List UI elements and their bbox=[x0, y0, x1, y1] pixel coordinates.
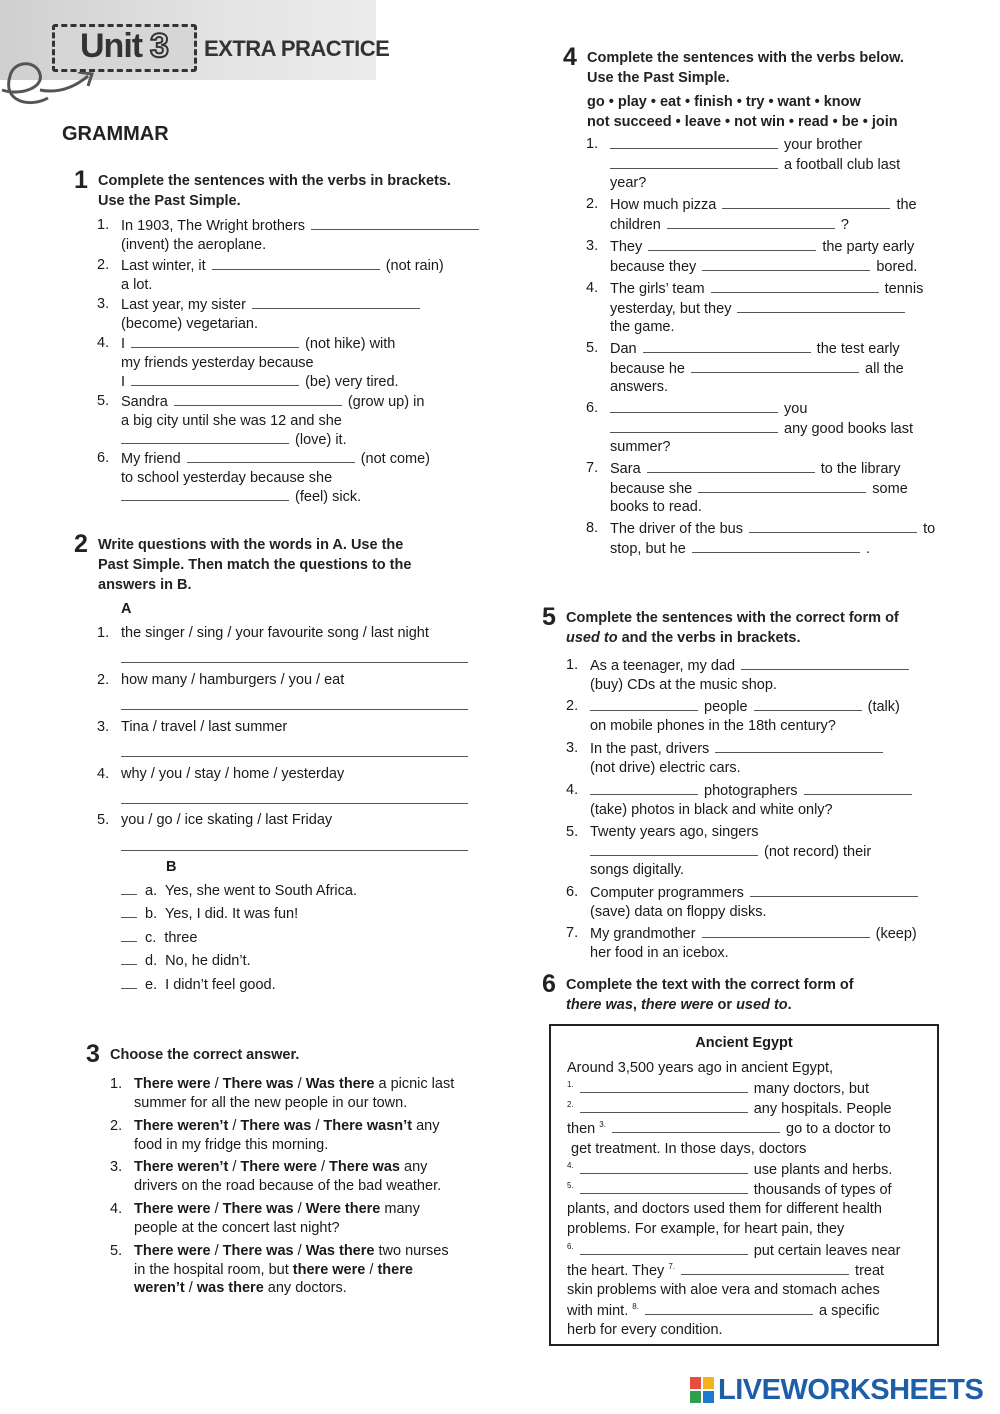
option[interactable]: There were bbox=[134, 1201, 211, 1217]
column-b-label: B bbox=[166, 859, 177, 875]
option[interactable]: There were bbox=[240, 1159, 317, 1175]
answer-blank[interactable] bbox=[681, 1261, 849, 1275]
option[interactable]: was there bbox=[196, 1280, 264, 1296]
answer-blank[interactable] bbox=[121, 430, 289, 444]
answer-blank[interactable] bbox=[580, 1099, 748, 1113]
text-line: then $^{3.}$ go to a doctor to bbox=[567, 1120, 891, 1137]
option[interactable]: There was bbox=[240, 1118, 312, 1134]
exercise-4-instruction: Complete the sentences with the verbs below. Use the Past Simple. bbox=[587, 50, 904, 86]
answer-blank[interactable] bbox=[580, 1160, 748, 1174]
option[interactable]: Was there bbox=[305, 1243, 375, 1259]
exercise-2-instruction: Write questions with the words in A. Use the Past Simple. Then match the questions to the answers in B. bbox=[98, 537, 412, 593]
option[interactable]: There were bbox=[134, 1076, 211, 1092]
match-blank[interactable] bbox=[121, 928, 137, 942]
answer-blank[interactable] bbox=[590, 842, 758, 856]
text-line: the heart. They $^{7.}$ treat bbox=[567, 1262, 885, 1279]
answer-blank[interactable] bbox=[804, 781, 912, 795]
answer-blank[interactable] bbox=[610, 135, 778, 149]
text-line: $^{6.}$ put certain leaves near bbox=[567, 1242, 901, 1259]
liveworksheets-logo-icon bbox=[690, 1377, 714, 1403]
exercise-1-number: 1 bbox=[74, 166, 88, 194]
option[interactable]: There was bbox=[329, 1159, 400, 1175]
answer-blank[interactable] bbox=[741, 656, 909, 670]
answer-blank[interactable] bbox=[698, 479, 866, 493]
option[interactable]: There was bbox=[222, 1201, 294, 1217]
option[interactable]: There were bbox=[134, 1243, 211, 1259]
exercise-4-number: 4 bbox=[563, 43, 577, 71]
answer-blank[interactable] bbox=[131, 372, 299, 386]
answer-blank[interactable] bbox=[580, 1241, 748, 1255]
option[interactable]: There weren’t bbox=[134, 1159, 229, 1175]
box-title: Ancient Egypt bbox=[695, 1035, 793, 1051]
answer-blank[interactable] bbox=[648, 237, 816, 251]
liveworksheets-logo-text: LIVEWORKSHEETS bbox=[718, 1374, 984, 1406]
option[interactable]: There wasn’t bbox=[323, 1118, 413, 1134]
match-blank[interactable] bbox=[121, 881, 137, 895]
text-line: get treatment. In those days, doctors bbox=[571, 1141, 807, 1157]
exercise-3-number: 3 bbox=[86, 1040, 100, 1068]
answer-blank[interactable] bbox=[754, 697, 862, 711]
answer-blank[interactable] bbox=[643, 339, 811, 353]
answer-line[interactable] bbox=[121, 850, 468, 851]
text-line: plants, and doctors used them for different health bbox=[567, 1201, 882, 1217]
exercise-6-instruction: Complete the text with the correct form of there was, there were or used to. bbox=[566, 977, 854, 1013]
option[interactable]: There was bbox=[222, 1076, 294, 1092]
option[interactable]: There weren’t bbox=[134, 1118, 229, 1134]
option[interactable]: weren’t bbox=[134, 1280, 185, 1296]
exercise-2-answer: b. Yes, I did. It was fun! bbox=[121, 904, 298, 924]
answer-blank[interactable] bbox=[252, 295, 420, 309]
answer-blank[interactable] bbox=[702, 924, 870, 938]
answer-blank[interactable] bbox=[612, 1119, 780, 1133]
answer-line[interactable] bbox=[121, 709, 468, 710]
exercise-6-number: 6 bbox=[542, 970, 556, 998]
answer-blank[interactable] bbox=[212, 256, 380, 270]
exercise-5-instruction: Complete the sentences with the correct form of used to and the verbs in brackets. bbox=[566, 610, 899, 646]
answer-blank[interactable] bbox=[711, 279, 879, 293]
option[interactable]: Was there bbox=[305, 1076, 375, 1092]
unit-word: Unit bbox=[80, 27, 143, 65]
match-blank[interactable] bbox=[121, 951, 137, 965]
answer-line[interactable] bbox=[121, 756, 468, 757]
answer-blank[interactable] bbox=[187, 449, 355, 463]
section-title: GRAMMAR bbox=[62, 123, 169, 145]
text-line: $^{1.}$ many doctors, but bbox=[567, 1080, 869, 1097]
answer-blank[interactable] bbox=[610, 155, 778, 169]
answer-blank[interactable] bbox=[722, 195, 890, 209]
exercise-2-answer: a. Yes, she went to South Africa. bbox=[121, 881, 357, 901]
answer-blank[interactable] bbox=[590, 781, 698, 795]
answer-line[interactable] bbox=[121, 803, 468, 804]
answer-blank[interactable] bbox=[749, 519, 917, 533]
verb-list: go • play • eat • finish • try • want • know not succeed • leave • not win • read • be • join bbox=[587, 94, 898, 130]
exercise-2-answer: d. No, he didn’t. bbox=[121, 951, 251, 971]
answer-blank[interactable] bbox=[715, 739, 883, 753]
answer-blank[interactable] bbox=[311, 216, 479, 230]
option[interactable]: There was bbox=[222, 1243, 294, 1259]
answer-blank[interactable] bbox=[737, 299, 905, 313]
text-line: $^{5.}$ thousands of types of bbox=[567, 1181, 892, 1198]
option[interactable]: Were there bbox=[305, 1201, 381, 1217]
extra-practice-title: EXTRA PRACTICE bbox=[204, 36, 390, 61]
answer-blank[interactable] bbox=[692, 539, 860, 553]
text-line: Around 3,500 years ago in ancient Egypt, bbox=[567, 1060, 834, 1076]
answer-blank[interactable] bbox=[667, 215, 835, 229]
answer-blank[interactable] bbox=[174, 392, 342, 406]
answer-blank[interactable] bbox=[121, 487, 289, 501]
text-line: $^{2.}$ any hospitals. People bbox=[567, 1100, 892, 1117]
exercise-3-instruction: Choose the correct answer. bbox=[110, 1047, 300, 1063]
answer-blank[interactable] bbox=[702, 257, 870, 271]
text-line: problems. For example, for heart pain, they bbox=[567, 1221, 845, 1237]
match-blank[interactable] bbox=[121, 904, 137, 918]
match-blank[interactable] bbox=[121, 975, 137, 989]
answer-blank[interactable] bbox=[750, 883, 918, 897]
option[interactable]: there were bbox=[292, 1261, 366, 1278]
text-line: $^{4.}$ use plants and herbs. bbox=[567, 1161, 893, 1178]
column-a-label: A bbox=[121, 601, 132, 617]
unit-number: 3 bbox=[150, 27, 169, 65]
answer-line[interactable] bbox=[121, 662, 468, 663]
text-line: with mint. $^{8.}$ a specific bbox=[567, 1302, 880, 1319]
answer-blank[interactable] bbox=[647, 459, 815, 473]
answer-blank[interactable] bbox=[610, 419, 778, 433]
text-line: skin problems with aloe vera and stomach aches bbox=[567, 1282, 880, 1298]
answer-blank[interactable] bbox=[645, 1301, 813, 1315]
option[interactable]: there bbox=[377, 1261, 413, 1278]
answer-blank[interactable] bbox=[691, 359, 859, 373]
answer-blank[interactable] bbox=[131, 334, 299, 348]
answer-blank[interactable] bbox=[580, 1180, 748, 1194]
ancient-egypt-text-box bbox=[549, 1024, 939, 1346]
text-line: herb for every condition. bbox=[567, 1322, 723, 1338]
exercise-2-answer: c. three bbox=[121, 928, 197, 948]
exercise-2-number: 2 bbox=[74, 530, 88, 558]
answer-blank[interactable] bbox=[610, 399, 778, 413]
exercise-2-answer: e. I didn’t feel good. bbox=[121, 975, 276, 995]
exercise-5-number: 5 bbox=[542, 603, 556, 631]
answer-blank[interactable] bbox=[580, 1079, 748, 1093]
exercise-1-instruction: Complete the sentences with the verbs in brackets. Use the Past Simple. bbox=[98, 173, 451, 209]
answer-blank[interactable] bbox=[590, 697, 698, 711]
